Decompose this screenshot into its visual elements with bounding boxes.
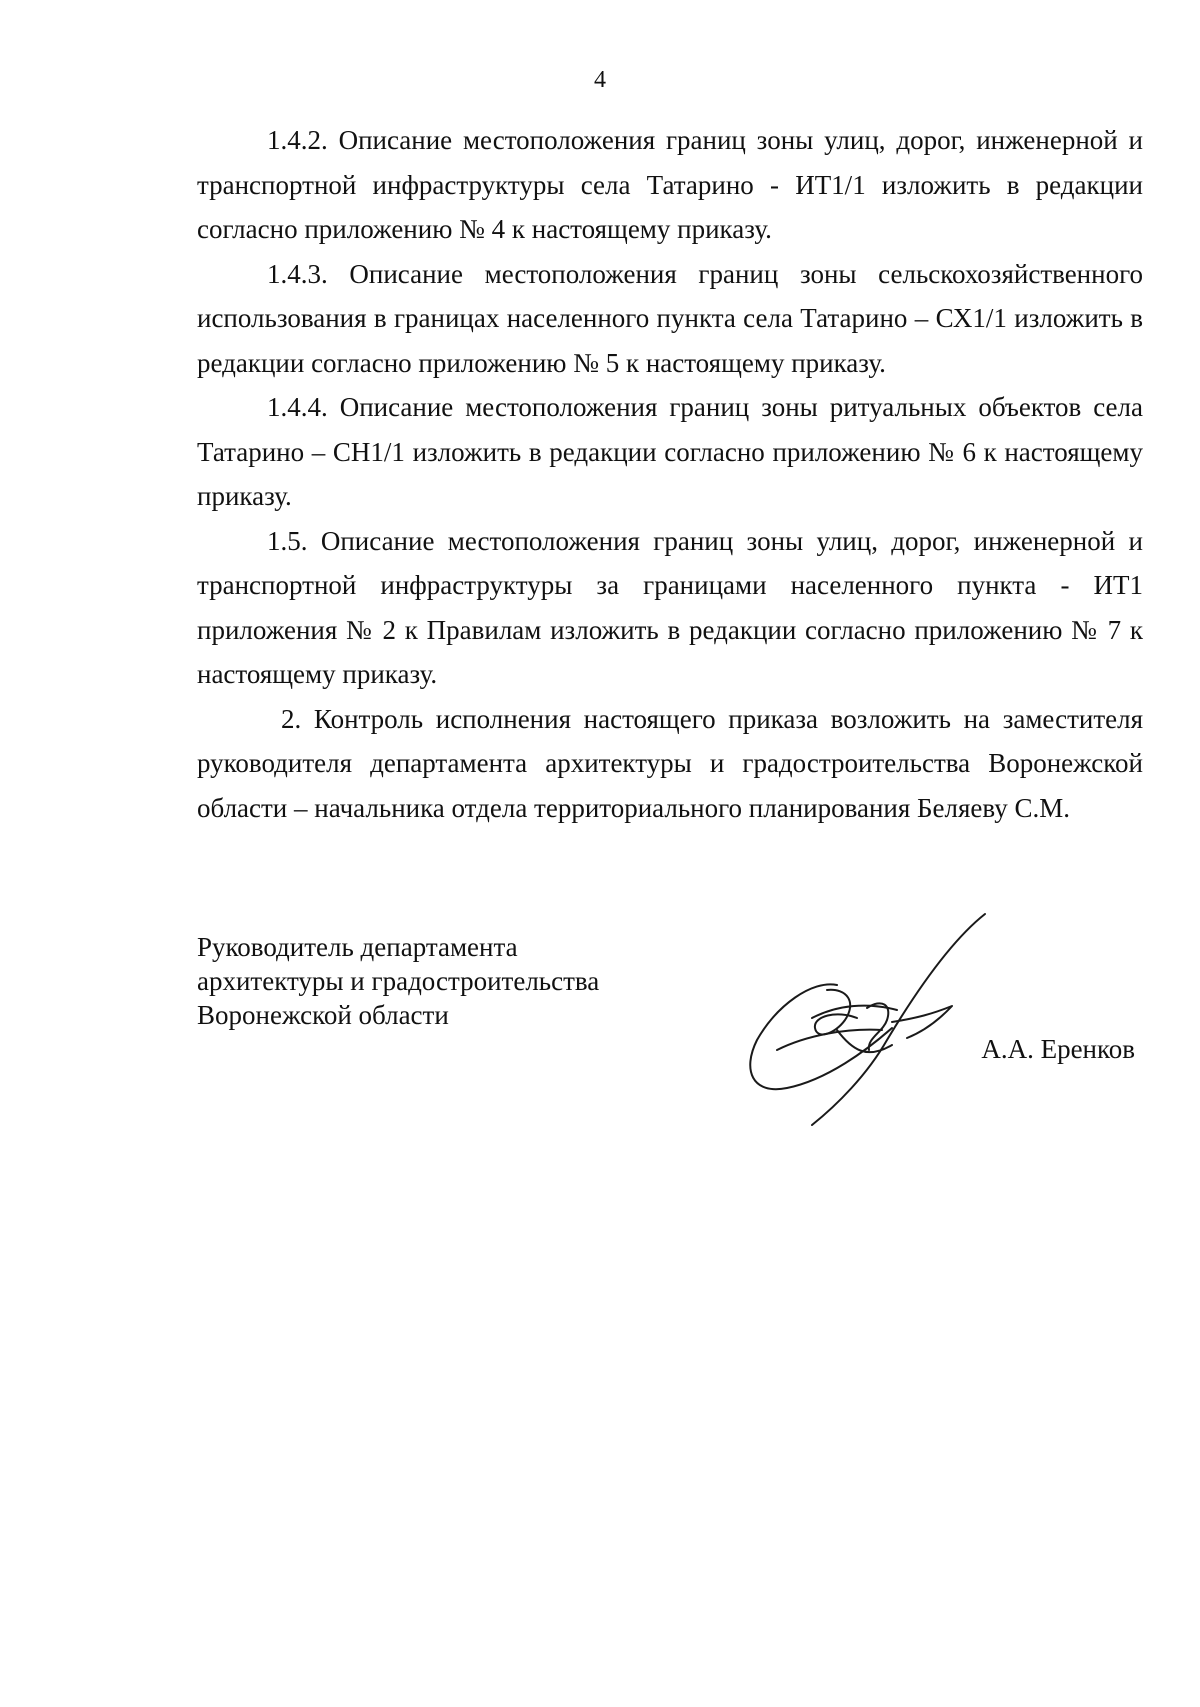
- paragraph-2: 2. Контроль исполнения настоящего приказа возложить на заместителя руководителя департамента архитектуры и градостроительства Воронежской области – начальника отдела территориального планирования Беляеву С.М.: [197, 703, 1143, 823]
- signer-title-line-1: Руководитель департамента: [197, 932, 518, 962]
- signature-block: [197, 930, 1143, 1130]
- paragraph-1-4-3: 1.4.3. Описание местоположения границ зоны сельскохозяйственного использования в границах населенного пункта села Татарино – СХ1/1 изложить в редакции согласно приложению № 5 к настоящему приказу.: [197, 258, 1143, 378]
- signer-title-line-3: Воронежской области: [197, 1000, 449, 1030]
- paragraph-1-4-2: 1.4.2. Описание местоположения границ зоны улиц, дорог, инженерной и транспортной инфраструктуры села Татарино - ИТ1/1 изложить в редакции согласно приложению № 4 к настоящему приказу.: [197, 125, 1143, 244]
- signer-title-line-2: архитектуры и градостроительства: [197, 966, 600, 996]
- handwritten-signature: [717, 910, 997, 1130]
- paragraph-1-5: 1.5. Описание местоположения границ зоны улиц, дорог, инженерной и транспортной инфраструктуры за границами населенного пункта - ИТ1 приложения № 2 к Правилам изложить в редакции согласно приложению № 7 к настоящему приказу.: [197, 525, 1143, 689]
- signer-title: [197, 930, 599, 1032]
- paragraph-1-4-4: 1.4.4. Описание местоположения границ зоны ритуальных объектов села Татарино – СН1/1 изложить в редакции согласно приложению № 6 к настоящему приказу.: [197, 392, 1143, 511]
- document-body: [197, 118, 1143, 830]
- page-number: 4: [594, 67, 606, 93]
- signer-name: А.А. Еренков: [981, 1034, 1135, 1064]
